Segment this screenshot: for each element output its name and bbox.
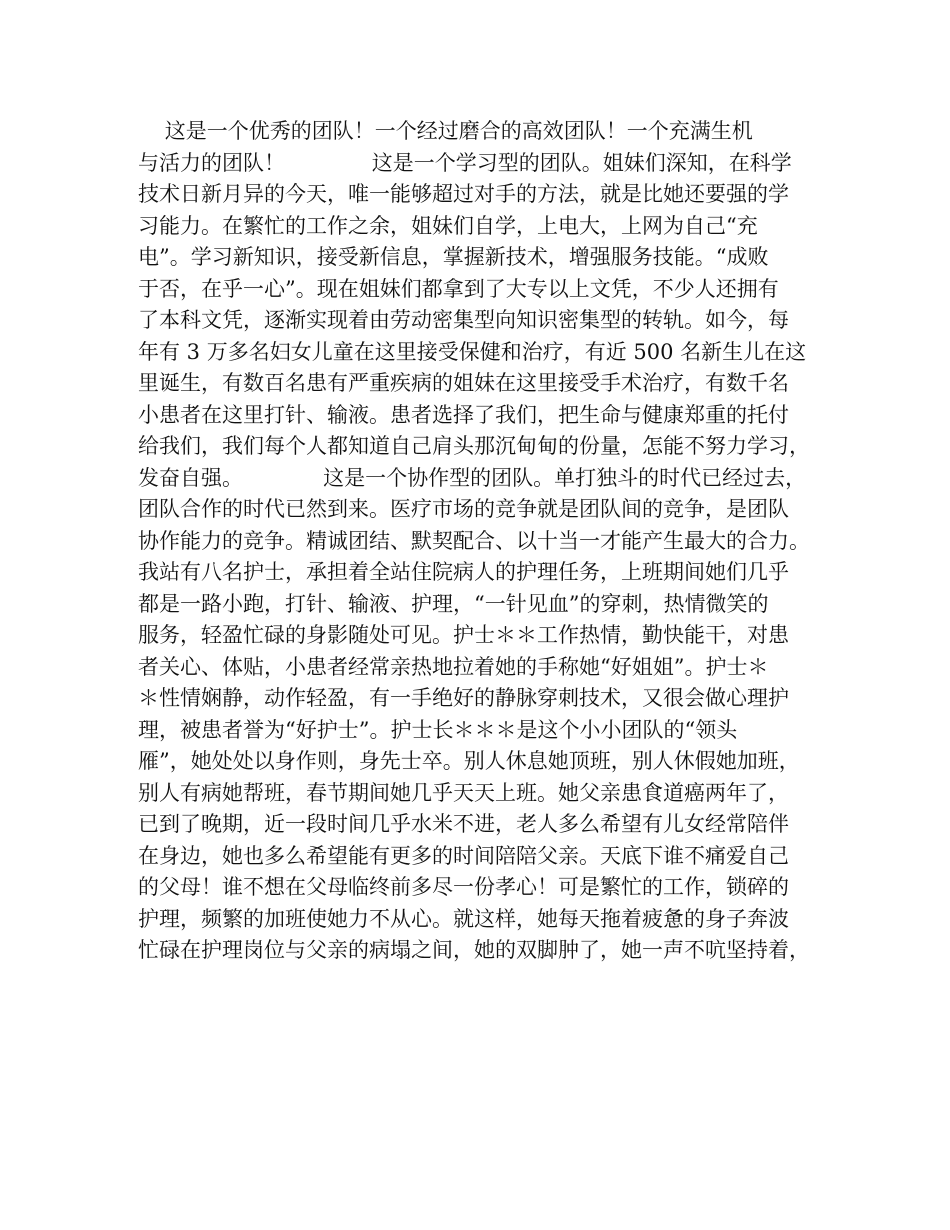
text-line: 都是一路小跑，打针、输液、护理，“一针见血”的穿刺，热情微笑的: [138, 591, 769, 616]
text-line: 已到了晚期，近一段时间几乎水米不进，老人多么希望有儿女经常陪伴: [138, 812, 789, 836]
text-line: 于否，在乎一心”。现在姐妹们都拿到了大专以上文凭，不少人还拥有: [138, 276, 779, 301]
text-line: 习能力。在繁忙的工作之余，姐妹们自学，上电大，上网为自己“充: [138, 213, 758, 238]
text-line: 给我们，我们每个人都知道自己肩头那沉甸甸的份量，怎能不努力学习，: [138, 434, 810, 458]
text-line: 协作能力的竞争。精诚团结、默契配合、以十当一才能产生最大的合力。: [138, 528, 810, 553]
text-line: 里诞生，有数百名患有严重疾病的姐妹在这里接受手术治疗，有数千名: [138, 371, 789, 395]
text-line: 发奋自强。 这是一个协作型的团队。单打独斗的时代已经过去，: [138, 465, 807, 490]
text-line: 这是一个优秀的团队！一个经过磨合的高效团队！一个充满生机: [138, 119, 753, 143]
text-line: 者关心、体贴，小患者经常亲热地拉着她的手称她“好姐姐”。护士＊: [138, 654, 769, 679]
text-line: 小患者在这里打针、输液。患者选择了我们，把生命与健康郑重的托付: [138, 402, 789, 427]
text-line: 技术日新月异的今天，唯一能够超过对手的方法，就是比她还要强的学: [138, 182, 789, 206]
text-line: 团队合作的时代已然到来。医疗市场的竞争就是团队间的竞争，是团队: [138, 497, 789, 521]
text-line: 的父母！谁不想在父母临终前多尽一份孝心！可是繁忙的工作，锁碎的: [138, 875, 789, 899]
text-line: 别人有病她帮班，春节期间她几乎天天上班。她父亲患食道癌两年了，: [138, 780, 789, 805]
text-line: 理，被患者誉为“好护士”。护士长＊＊＊是这个小小团队的“领头: [138, 717, 738, 742]
text-line: 服务，轻盈忙碌的身影随处可见。护士＊＊工作热情，勤快能干，对患: [138, 623, 789, 647]
body-text: [138, 116, 828, 967]
text-line: ＊性情娴静，动作轻盈，有一手绝好的静脉穿刺技术，又很会做心理护: [138, 686, 789, 710]
text-line: 年有 3 万多名妇女儿童在这里接受保健和治疗，有近 500 名新生儿在这: [138, 339, 807, 364]
text-line: 忙碌在护理岗位与父亲的病塌之间，她的双脚肿了，她一声不吭坚持着，: [138, 938, 810, 962]
text-line: 雁”，她处处以身作则，身先士卒。别人休息她顶班，别人休假她加班，: [138, 749, 800, 773]
text-line: 护理，频繁的加班使她力不从心。就这样，她每天拖着疲惫的身子奔波: [138, 906, 789, 931]
text-line: 在身边，她也多么希望能有更多的时间陪陪父亲。天底下谁不痛爱自己: [138, 843, 789, 868]
text-line: 电”。学习新知识，接受新信息，掌握新技术，增强服务技能。“成败: [138, 245, 769, 269]
text-line: 与活力的团队！ 这是一个学习型的团队。姐妹们深知，在科学: [138, 150, 792, 175]
text-line: 了本科文凭，逐渐实现着由劳动密集型向知识密集型的转轨。如今，每: [138, 308, 789, 332]
text-line: 我站有八名护士，承担着全站住院病人的护理任务，上班期间她们几乎: [138, 560, 789, 584]
